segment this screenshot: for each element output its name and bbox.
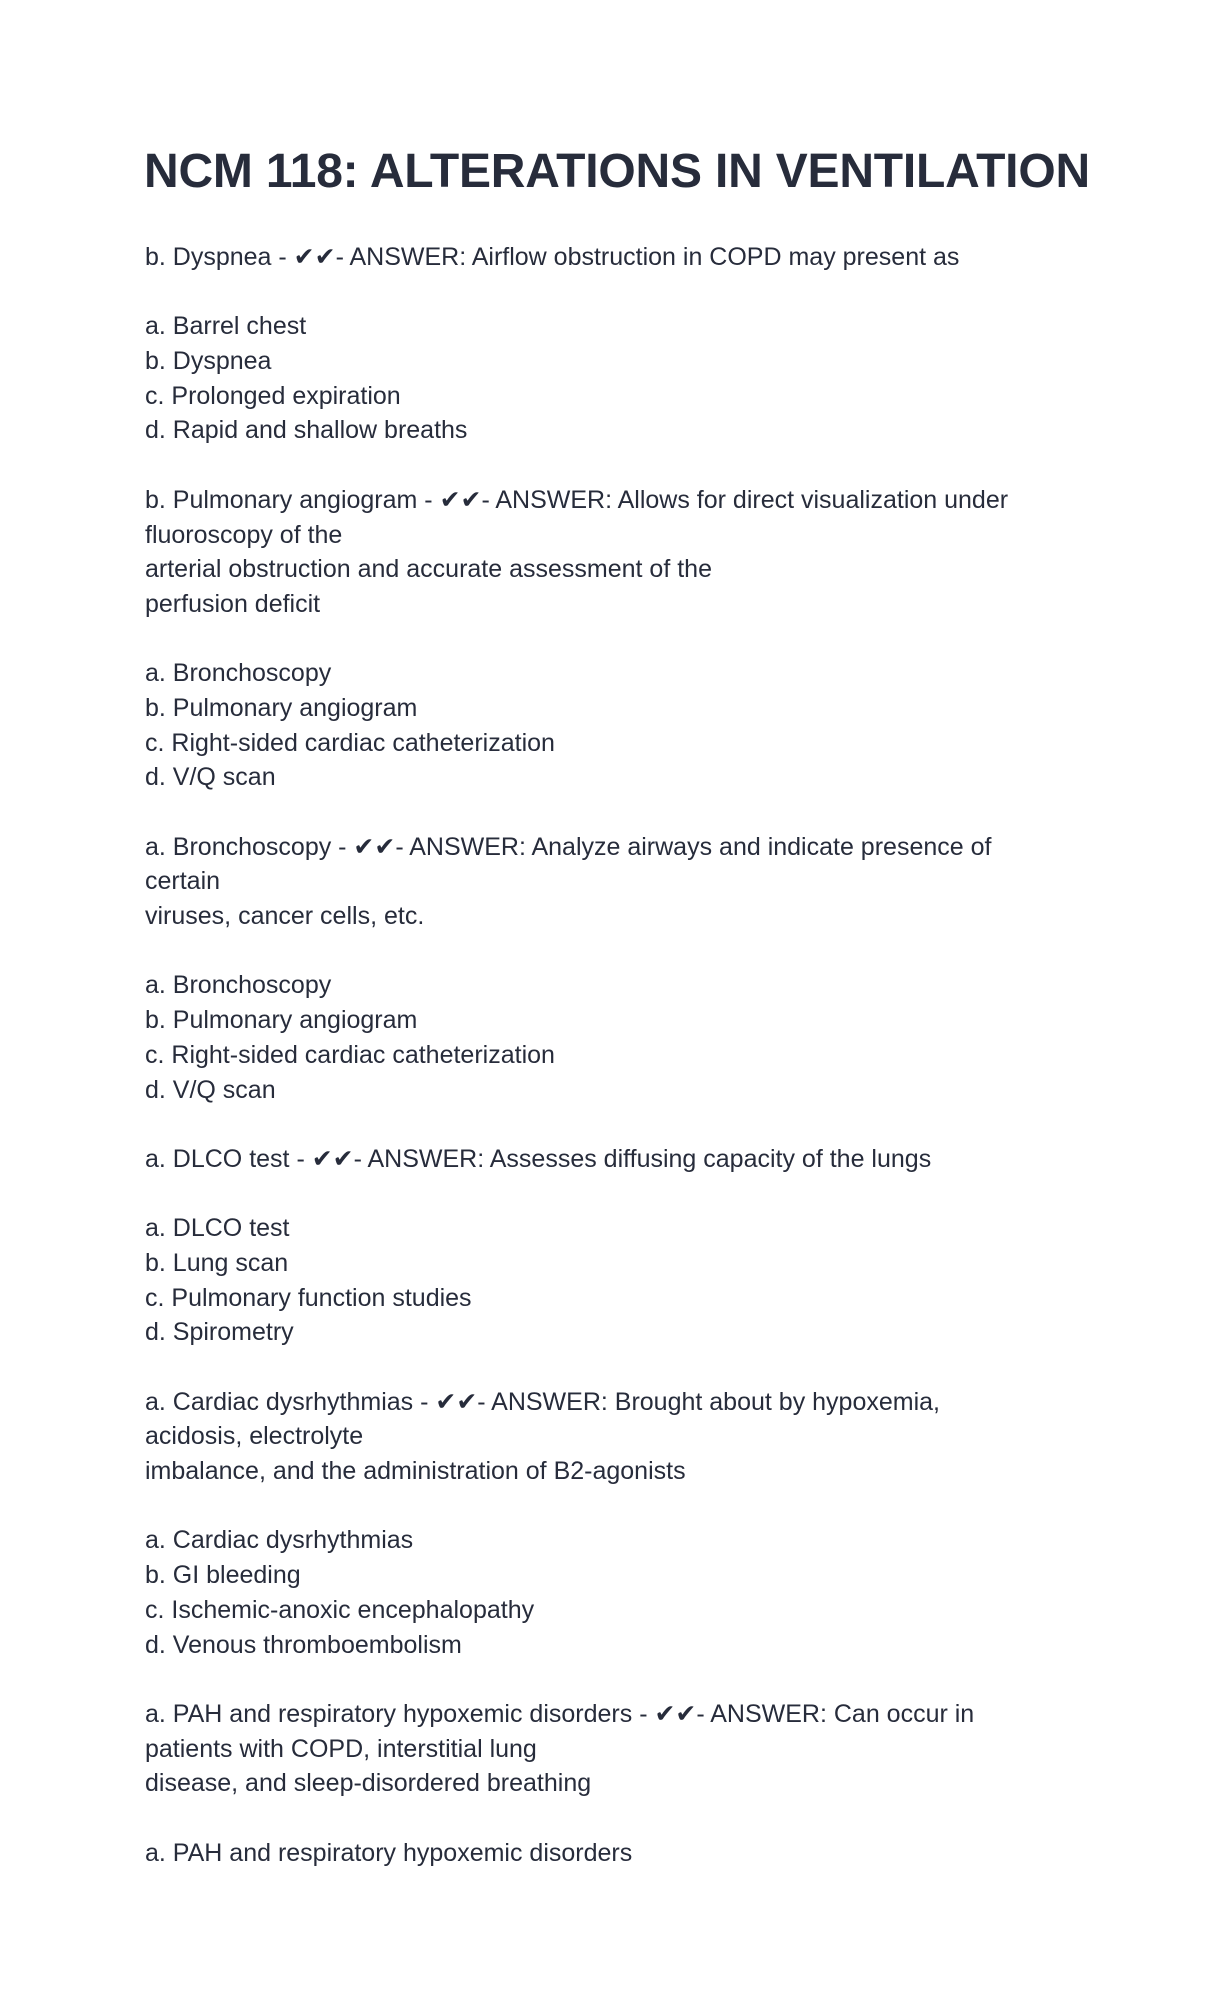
option-item: c. Right-sided cardiac catheterization: [145, 728, 555, 757]
answer-line: acidosis, electrolyte: [145, 1422, 364, 1451]
answer-block: [145, 1142, 1008, 1177]
answer-line: disease, and sleep-disordered breathing: [145, 1769, 592, 1798]
answer-block: [145, 483, 1008, 622]
options-list: [145, 968, 1008, 1107]
answer-line: perfusion deficit: [145, 589, 321, 618]
answer-line: arterial obstruction and accurate assessment of the: [145, 555, 712, 584]
options-list: [145, 1836, 1008, 1871]
option-item: d. Rapid and shallow breaths: [145, 416, 468, 445]
option-item: d. V/Q scan: [145, 763, 276, 792]
page-title: NCM 118: ALTERATIONS IN VENTILATION: [144, 145, 1090, 198]
answer-line: a. Bronchoscopy - ✔✔- ANSWER: Analyze airways and indicate presence of: [145, 832, 992, 861]
options-list: [145, 656, 1008, 795]
answer-line: b. Dyspnea - ✔✔- ANSWER: Airflow obstruction in COPD may present as: [145, 243, 960, 271]
answer-line: a. PAH and respiratory hypoxemic disorders - ✔✔- ANSWER: Can occur in: [145, 1699, 975, 1728]
option-item: a. DLCO test: [145, 1214, 290, 1243]
option-item: a. Bronchoscopy: [145, 659, 332, 688]
option-item: a. PAH and respiratory hypoxemic disorders: [145, 1838, 633, 1867]
option-item: b. Pulmonary angiogram: [145, 1006, 418, 1035]
option-item: d. V/Q scan: [145, 1075, 276, 1104]
option-item: b. Dyspnea: [145, 347, 272, 376]
options-list: [145, 1211, 1008, 1350]
option-item: d. Venous thromboembolism: [145, 1630, 462, 1659]
answer-block: [145, 240, 1008, 275]
answer-line: imbalance, and the administration of B2-agonists: [145, 1457, 686, 1486]
option-item: a. Cardiac dysrhythmias: [145, 1526, 414, 1555]
answer-line: a. DLCO test - ✔✔- ANSWER: Assesses diffusing capacity of the lungs: [145, 1144, 932, 1173]
option-item: c. Ischemic-anoxic encephalopathy: [145, 1595, 535, 1624]
answer-line: b. Pulmonary angiogram - ✔✔- ANSWER: Allows for direct visualization under: [145, 485, 1009, 514]
options-list: [145, 309, 1008, 448]
answer-block: [145, 1697, 1008, 1801]
answer-line: patients with COPD, interstitial lung: [145, 1734, 537, 1763]
answer-line: viruses, cancer cells, etc.: [145, 902, 425, 931]
answer-line: a. Cardiac dysrhythmias - ✔✔- ANSWER: Brought about by hypoxemia,: [145, 1387, 940, 1416]
option-item: b. GI bleeding: [145, 1561, 301, 1590]
option-item: d. Spirometry: [145, 1318, 294, 1347]
option-item: c. Right-sided cardiac catheterization: [145, 1040, 555, 1069]
answer-line: fluoroscopy of the: [145, 520, 343, 549]
answer-block: [145, 830, 1008, 934]
option-item: c. Prolonged expiration: [145, 381, 401, 410]
document-body: [145, 240, 1008, 1905]
option-item: a. Barrel chest: [145, 312, 307, 341]
options-list: [145, 1523, 1008, 1662]
answer-line: certain: [145, 867, 221, 896]
option-item: b. Lung scan: [145, 1248, 289, 1277]
answer-block: [145, 1385, 1008, 1489]
option-item: c. Pulmonary function studies: [145, 1283, 472, 1312]
option-item: a. Bronchoscopy: [145, 971, 332, 1000]
option-item: b. Pulmonary angiogram: [145, 693, 418, 722]
